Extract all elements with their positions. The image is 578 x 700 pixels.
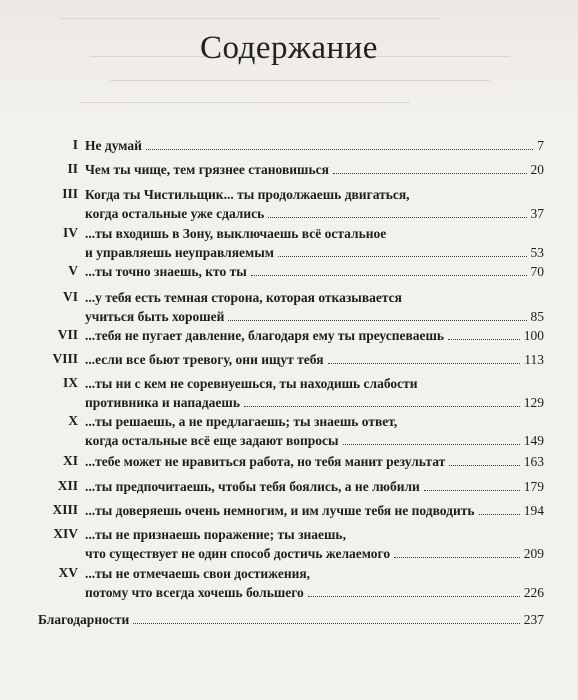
page-number: 37	[530, 205, 544, 221]
dot-leader	[244, 406, 520, 407]
dot-leader	[343, 444, 520, 445]
chapter-number: V	[68, 263, 78, 278]
chapter-number: III	[62, 186, 78, 201]
toc-entry[interactable]	[38, 375, 544, 412]
chapter-title: противника и нападаешь	[85, 394, 240, 410]
toc-entry[interactable]	[38, 526, 544, 563]
chapter-title: Чем ты чище, тем грязнее становишься	[85, 162, 329, 177]
chapter-title: когда остальные уже сдались	[85, 205, 265, 221]
dot-leader	[268, 217, 526, 218]
dot-leader	[449, 465, 520, 466]
chapter-title: ...у тебя есть темная сторона, которая отказывается	[85, 290, 402, 305]
chapter-title: ...ты входишь в Зону, выключаешь всё остальное	[85, 226, 387, 241]
chapter-title: учиться быть хорошей	[85, 308, 225, 324]
toc-entry[interactable]	[38, 453, 544, 472]
page-number: 163	[523, 454, 544, 469]
page-number: 70	[530, 264, 544, 279]
toc-entry-acknowledgements[interactable]	[38, 611, 544, 630]
dot-leader	[146, 149, 533, 150]
toc-entry[interactable]	[38, 161, 544, 180]
dot-leader	[228, 320, 526, 321]
page-number: 149	[523, 432, 544, 448]
dot-leader	[394, 557, 520, 558]
toc-entry[interactable]	[38, 186, 544, 223]
toc-entry[interactable]	[38, 351, 544, 370]
page-number: 194	[523, 503, 544, 518]
chapter-title: Не думай	[85, 138, 142, 153]
chapter-title: ...ты ни с кем не соревнуешься, ты находишь слабости	[85, 376, 418, 391]
chapter-title: Когда ты Чистильщик... ты продолжаешь двигаться,	[85, 187, 410, 202]
dot-leader	[479, 514, 520, 515]
chapter-number: XV	[58, 565, 78, 580]
chapter-title: что существует не один способ достичь желаемого	[85, 545, 391, 561]
page-number: 237	[523, 612, 544, 627]
page-number: 209	[523, 545, 544, 561]
chapter-title: Благодарности	[38, 612, 130, 627]
chapter-title: ...тебе может не нравиться работа, но тебя манит результат	[85, 454, 446, 469]
chapter-number: VIII	[52, 351, 78, 366]
page-number: 100	[523, 328, 544, 343]
chapter-number: IV	[62, 225, 78, 240]
chapter-title: потому что всегда хочешь большего	[85, 584, 304, 600]
page-title: Содержание	[200, 30, 378, 66]
toc-entry[interactable]	[38, 225, 544, 262]
dot-leader	[424, 490, 520, 491]
page-number: 53	[530, 244, 544, 260]
toc-entry[interactable]	[38, 502, 544, 521]
chapter-number: II	[67, 161, 78, 176]
chapter-number: VI	[62, 289, 78, 304]
page-number: 7	[537, 138, 544, 153]
chapter-title: ...ты не отмечаешь свои достижения,	[85, 566, 311, 581]
page-number: 20	[530, 162, 544, 177]
toc-entry[interactable]	[38, 137, 544, 156]
dot-leader	[251, 275, 527, 276]
chapter-number: XII	[57, 478, 78, 493]
dot-leader	[133, 623, 520, 624]
page-number: 129	[523, 394, 544, 410]
chapter-title: ...ты точно знаешь, кто ты	[85, 264, 247, 279]
chapter-number: I	[72, 137, 78, 152]
chapter-title: ...если все бьют тревогу, они ищут тебя	[85, 352, 324, 367]
toc-entry[interactable]	[38, 289, 544, 326]
chapter-title: ...ты доверяешь очень немногим, и им лучше тебя не подводить	[85, 503, 475, 518]
toc-entry[interactable]	[38, 565, 544, 602]
chapter-number: XIV	[53, 526, 78, 541]
chapter-title: ...ты решаешь, а не предлагаешь; ты знаешь ответ,	[85, 414, 398, 429]
toc-entry[interactable]	[38, 327, 544, 346]
chapter-number: XI	[62, 453, 78, 468]
page-number: 226	[523, 584, 544, 600]
chapter-number: IX	[62, 375, 78, 390]
toc-entry[interactable]	[38, 478, 544, 497]
dot-leader	[328, 363, 521, 364]
chapter-number: XIII	[52, 502, 78, 517]
toc-entry[interactable]	[38, 263, 544, 282]
page-number: 113	[524, 352, 544, 367]
dot-leader	[333, 173, 527, 174]
dot-leader	[278, 256, 527, 257]
chapter-title: и управляешь неуправляемым	[85, 244, 274, 260]
page-number: 179	[523, 479, 544, 494]
toc-entry[interactable]	[38, 413, 544, 450]
chapter-title: ...ты предпочитаешь, чтобы тебя боялись, а не любили	[85, 479, 420, 494]
page-number: 85	[530, 308, 544, 324]
dot-leader	[448, 339, 520, 340]
chapter-title: ...ты не признаешь поражение; ты знаешь,	[85, 527, 346, 542]
chapter-title: ...тебя не пугает давление, благодаря ему ты преуспеваешь	[85, 328, 445, 343]
chapter-number: VII	[57, 327, 78, 342]
chapter-number: X	[68, 413, 78, 428]
dot-leader	[308, 596, 520, 597]
chapter-title: когда остальные всё еще задают вопросы	[85, 432, 339, 448]
